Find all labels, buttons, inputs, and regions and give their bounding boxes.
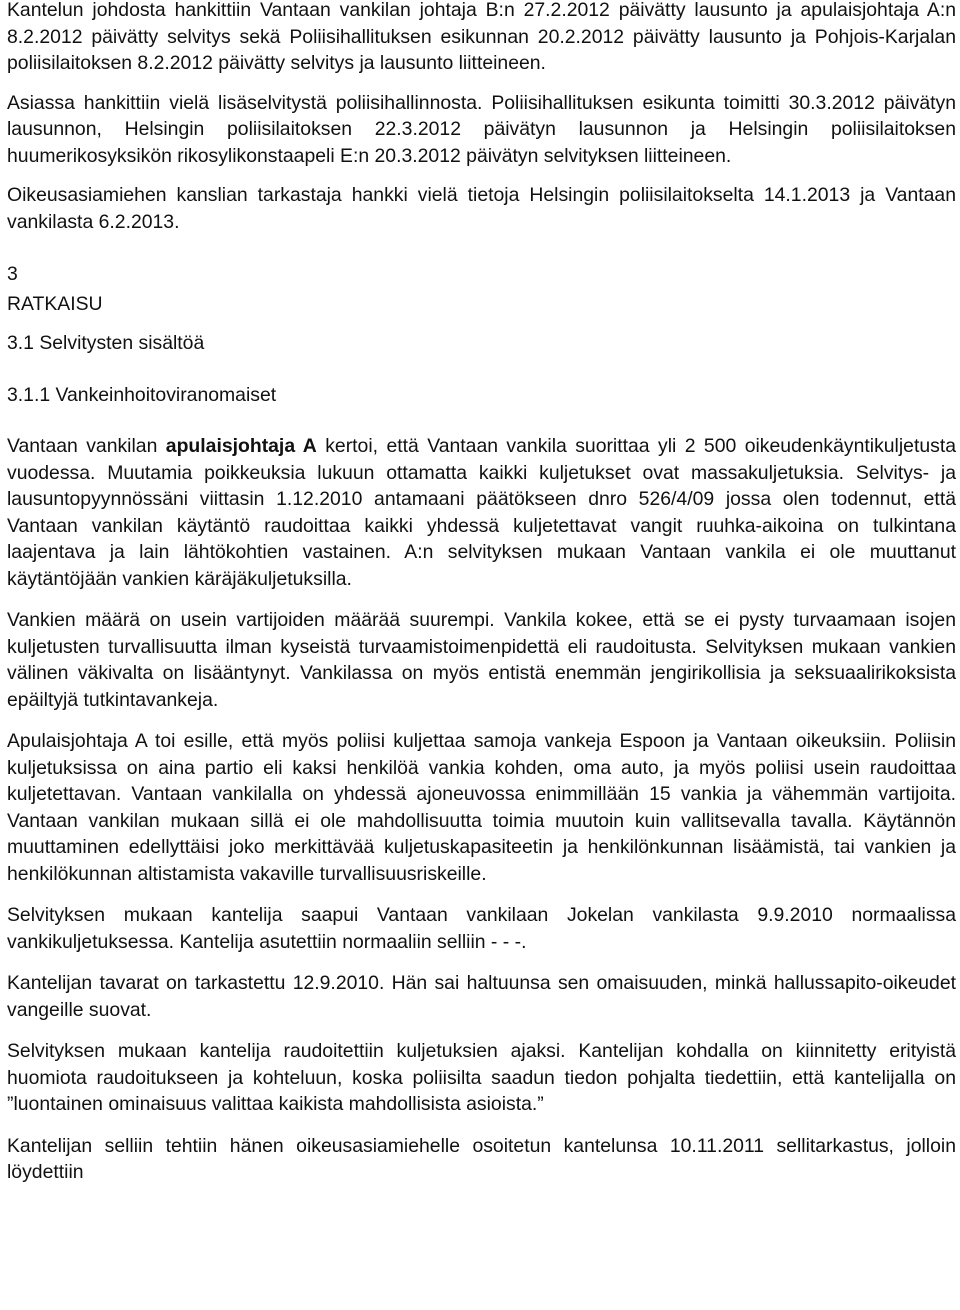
body-paragraph-1 — [7, 433, 956, 592]
intro-paragraph-1: Kantelun johdosta hankittiin Vantaan vankilan johtaja B:n 27.2.2012 päivätty lausunto ja apulaisjohtaja A:n 8.2.2012 päivätty selvitys sekä Poliisihallituksen esikunnan 20.2.2012 päivätty lausunto ja Pohjois-Karjalan poliisilaitoksen 8.2.2012 päivätty selvitys ja lausunto liitteineen. — [7, 0, 956, 74]
intro-paragraph-2: Asiassa hankittiin vielä lisäselvitystä poliisihallinnosta. Poliisihallituksen esikunta toimitti 30.3.2012 päivätyn lausunnon, Helsingin poliisilaitoksen 22.3.2012 päivätyn lausunnon ja Helsingin poliisilaitoksen huumerikosyksikön rikosylikonstaapeli E:n 20.3.2012 päivätyn selvityksen liitteineen. — [7, 91, 956, 167]
section-title: RATKAISU — [7, 292, 103, 315]
person-reference-bold: apulaisjohtaja A — [165, 435, 317, 457]
body-paragraph-3: Apulaisjohtaja A toi esille, että myös poliisi kuljettaa samoja vankeja Espoon ja Vantaan oikeuksiin. Poliisin kuljetuksissa on aina partio eli kaksi henkilöä vankia kohden, oma auto, ja myös poliisi usein raudoittaa kuljetettavan. Vantaan vankilalla on yhdessä ajoneuvossa enimmillään 15 vankia ja vähemmän vartijoita. Vantaan vankilan mukaan sillä ei ole mahdollisuutta toimia muutoin kuin vallitsevalla tavalla. Käytännön muuttaminen edellyttäisi joko merkittävää kuljetuskapasiteetin ja henkilönkunnan lisäämistä, tai vankien ja henkilökunnan altistamista vakaville turvallisuusriskeille. — [7, 730, 956, 885]
body-paragraph-7: Kantelijan selliin tehtiin hänen oikeusasiamiehelle osoitetun kantelunsa 10.11.2011 sellitarkastus, jolloin löydettiin — [7, 1134, 956, 1183]
section-number: 3 — [7, 263, 18, 285]
body-paragraph-6: Selvityksen mukaan kantelija raudoitettiin kuljetuksien ajaksi. Kantelijan kohdalla on kiinnitetty erityistä huomiota raudoitukseen ja kohteluun, koska poliisilta saadun tiedon pohjalta tiedettiin, että kantelijalla on ”luontainen ominaisuus valittaa kaikista mahdollisista asioista.” — [7, 1040, 956, 1115]
subsection-heading: 3.1 Selvitysten sisältöä — [7, 332, 205, 354]
body-paragraph-2: Vankien määrä on usein vartijoiden määrää suurempi. Vankila kokee, että se ei pysty turvaamaan isojen kuljetusten turvallisuutta ilman kyseistä turvaamistoimenpidettä eli raudoitusta. Selvityksen mukaan vankien välinen väkivalta on lisääntynyt. Vankilassa on myös entistä enemmän jengirikollisia ja seksuaalirikoksista epäiltyjä tutkintavankeja. — [7, 609, 956, 711]
body-paragraph-5: Kantelijan tavarat on tarkastettu 12.9.2010. Hän sai haltuunsa sen omaisuuden, minkä hallussapito-oikeudet vangeille suovat. — [7, 972, 956, 1021]
subsubsection-heading: 3.1.1 Vankeinhoitoviranomaiset — [7, 383, 277, 406]
intro-paragraph-3: Oikeusasiamiehen kanslian tarkastaja hankki vielä tietoja Helsingin poliisilaitokselta 14.1.2013 ja Vantaan vankilasta 6.2.2013. — [7, 184, 956, 233]
body-paragraph-1-lead: Vantaan vankilan — [7, 435, 166, 457]
body-paragraph-4: Selvityksen mukaan kantelija saapui Vantaan vankilaan Jokelan vankilasta 9.9.2010 normaalissa vankikuljetuksessa. Kantelija asutettiin normaaliin selliin - - -. — [7, 904, 956, 953]
body-paragraph-1-rest: kertoi, että Vantaan vankila suorittaa yli 2 500 oikeudenkäyntikuljetusta vuodessa. Muutamia poikkeuksia lukuun ottamatta kaikki kuljetukset ovat massakuljetuksia. Selvitys- ja lausuntopyynnössäni viittasin 1.12.2010 antamaani päätökseen dnro 526/4/09 jossa olen todennut, että Vantaan vankilan käytäntö raudoittaa kaikki yhdessä kuljetettavat vangit ruuhka-aikoina on tulkintana laajentava ja lain lähtökohtien vastainen. A:n selvityksen mukaan Vantaan vankila ei ole muuttanut käytäntöjään vankien käräjäkuljetuksilla. — [7, 435, 956, 590]
